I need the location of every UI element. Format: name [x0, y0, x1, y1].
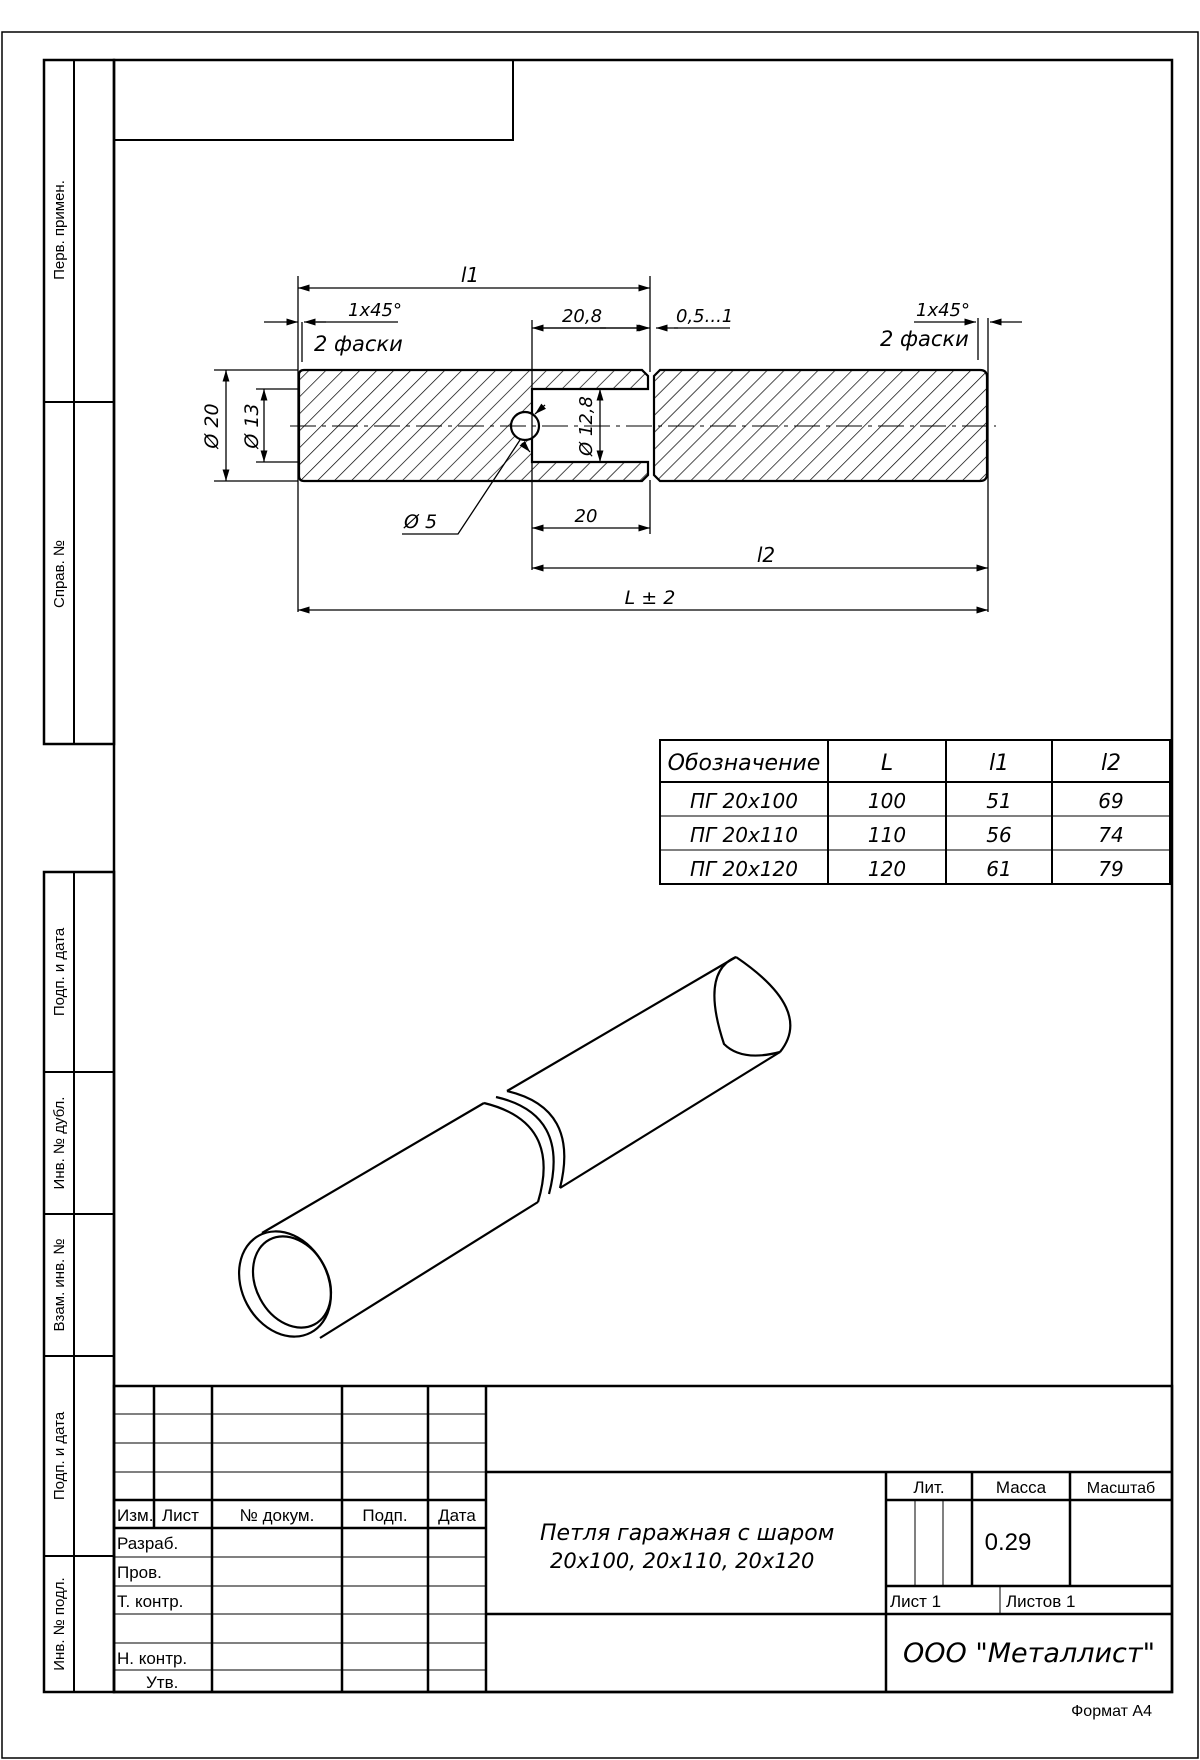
dim-bore-depth: 20 — [574, 506, 598, 527]
table-cell: 100 — [867, 789, 907, 813]
margin-labels — [51, 180, 68, 1671]
dim-bore-diameter: Ø 13 — [241, 403, 263, 449]
table-cell: 61 — [986, 857, 1012, 881]
lit-label: Лит. — [913, 1478, 945, 1497]
sign-row-norm-control: Н. контр. — [117, 1649, 188, 1668]
table-cell: 69 — [1098, 789, 1124, 813]
section-view — [290, 370, 996, 481]
margin-label-first-use: Перв. примен. — [51, 180, 68, 280]
rev-header-sheet: Лист — [162, 1506, 199, 1525]
dim-chamfer-left: 1x45° — [348, 300, 403, 321]
rev-header-date: Дата — [438, 1506, 476, 1525]
mass-value: 0.29 — [984, 1529, 1032, 1556]
margin-label-sign-date-1: Подп. и дата — [51, 927, 68, 1017]
table-cell: 74 — [1098, 823, 1124, 847]
table-cell: 56 — [986, 823, 1012, 847]
dim-inner-diameter: Ø 12,8 — [576, 396, 597, 456]
table-header-designation: Обозначение — [667, 751, 821, 776]
margin-label-sign-date-2: Подп. и дата — [51, 1411, 68, 1501]
rev-header-doc: № докум. — [239, 1506, 315, 1525]
margin-label-orig-inv: Инв. № подл. — [51, 1577, 68, 1671]
sign-row-tech-control: Т. контр. — [117, 1592, 184, 1611]
isometric-view — [221, 957, 790, 1353]
sign-row-checked: Пров. — [117, 1563, 162, 1582]
mass-label: Масса — [995, 1478, 1047, 1497]
dim-chamfer-left-note: 2 фаски — [314, 332, 403, 356]
table-cell: ПГ 20x120 — [690, 857, 798, 881]
table-cell: 120 — [867, 857, 907, 881]
table-cell: ПГ 20x100 — [690, 789, 798, 813]
table-cell: ПГ 20x110 — [690, 823, 798, 847]
title-block — [114, 1386, 1172, 1720]
scale-label: Масштаб — [1086, 1480, 1156, 1497]
margin-label-ref-number: Справ. № — [51, 539, 68, 609]
dim-chamfer-right-note: 2 фаски — [880, 327, 969, 351]
table-header-l2: l2 — [1100, 751, 1122, 776]
company-name: ООО "Металлист" — [903, 1638, 1155, 1669]
dim-chamfer-right: 1x45° — [916, 300, 971, 321]
rev-header-change: Изм. — [117, 1506, 154, 1525]
sign-row-approved: Утв. — [146, 1673, 179, 1692]
table-header-l1: l1 — [988, 751, 1010, 776]
table-cell: 79 — [1098, 857, 1124, 881]
sheet-label: Лист 1 — [890, 1592, 942, 1611]
dim-ball-diameter: Ø 5 — [404, 511, 438, 533]
sheets-label: Листов 1 — [1006, 1592, 1076, 1611]
sign-row-developed: Разраб. — [117, 1534, 179, 1553]
table-cell: 110 — [867, 823, 907, 847]
dim-l2: l2 — [756, 543, 776, 567]
dim-total-length: L ± 2 — [624, 587, 676, 609]
dim-l1: l1 — [460, 263, 480, 287]
dim-groove-width: 0,5...1 — [676, 306, 734, 327]
part-title-line1: Петля гаражная с шаром — [540, 1521, 835, 1546]
table-cell: 51 — [986, 789, 1012, 813]
dim-groove-offset: 20,8 — [561, 306, 603, 327]
variants-table — [660, 740, 1170, 884]
part-title-line2: 20x100, 20x110, 20x120 — [550, 1549, 815, 1573]
rev-header-sign: Подп. — [362, 1506, 408, 1525]
table-header-L: L — [880, 751, 894, 776]
margin-label-replace-inv: Взам. инв. № — [51, 1238, 68, 1332]
dim-outer-diameter: Ø 20 — [201, 403, 223, 449]
margin-label-dup-inv: Инв. № дубл. — [51, 1096, 68, 1190]
format-label: Формат А4 — [1071, 1703, 1152, 1720]
